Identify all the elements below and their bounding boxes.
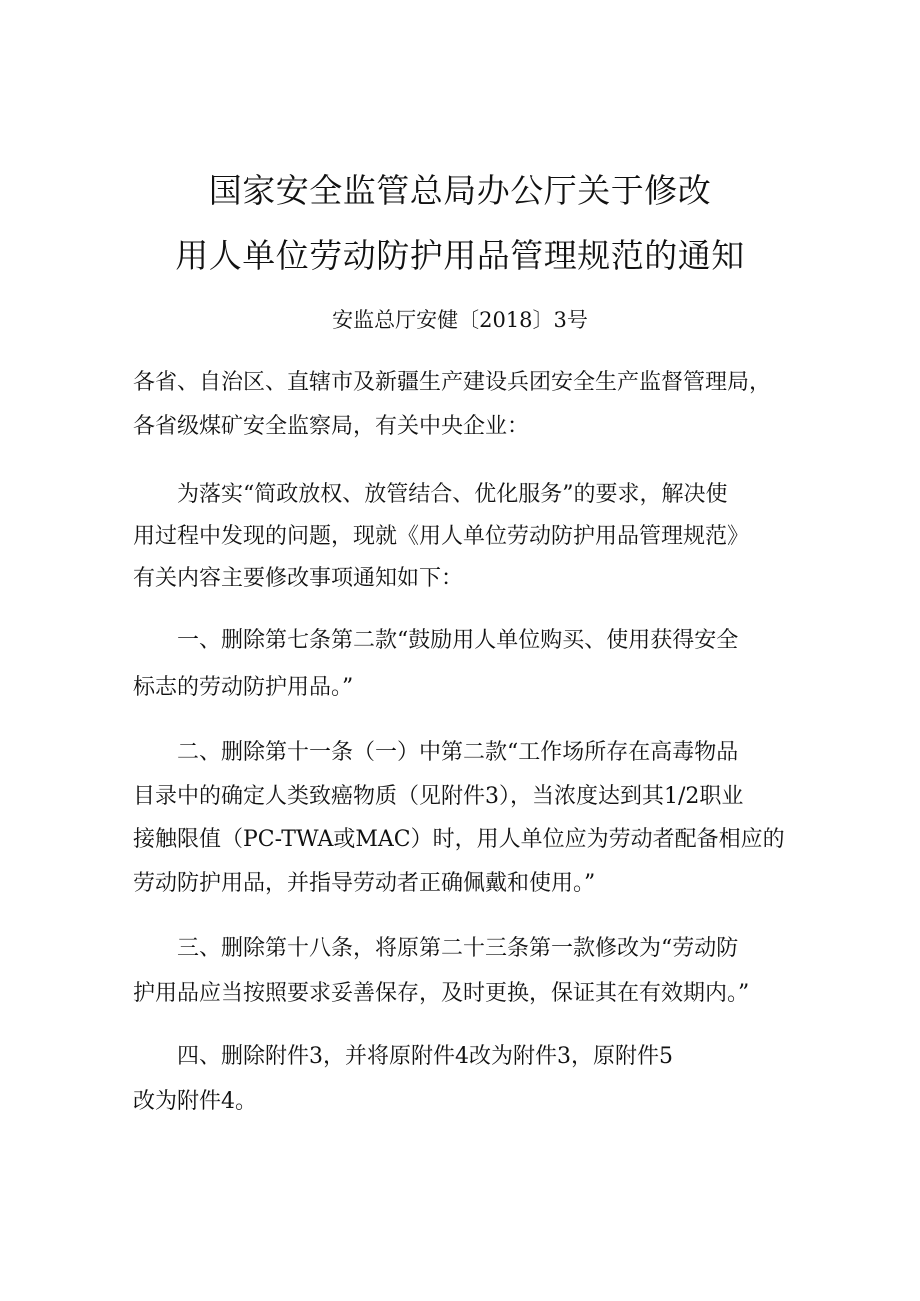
item-4-line-2: 改为附件4。 (133, 1089, 257, 1114)
item-2-line-3: 接触限值（PC-TWA或MAC）时，用人单位应为劳动者配备相应的 (133, 827, 785, 852)
intro-line-1: 为落实“简政放权、放管结合、优化服务”的要求，解决使 (177, 482, 728, 507)
intro-line-2: 用过程中发现的问题，现就《用人单位劳动防护用品管理规范》 (133, 524, 750, 549)
document-number: 安监总厅安健〔2018〕3号 (332, 308, 588, 332)
item-3-line-2: 护用品应当按照要求妥善保存，及时更换，保证其在有效期内。” (133, 981, 750, 1006)
item-2-line-1: 二、删除第十一条（一）中第二款“工作场所存在高毒物品 (177, 740, 739, 765)
item-1-line-1: 一、删除第七条第二款“鼓励用人单位购买、使用获得安全 (177, 628, 739, 653)
item-2-line-2: 目录中的确定人类致癌物质（见附件3），当浓度达到其1/2职业 (133, 784, 744, 809)
addressee-line-2: 各省级煤矿安全监察局，有关中央企业： (133, 414, 530, 439)
item-4-line-1: 四、删除附件3，并将原附件4改为附件3，原附件5 (177, 1044, 673, 1069)
item-1-line-2: 标志的劳动防护用品。” (133, 675, 354, 700)
document-title-line-1: 国家安全监管总局办公厅关于修改 (208, 171, 712, 210)
addressee-line-1: 各省、自治区、直辖市及新疆生产建设兵团安全生产监督管理局， (133, 370, 772, 395)
document-title-line-2: 用人单位劳动防护用品管理规范的通知 (175, 236, 745, 275)
item-2-line-4: 劳动防护用品，并指导劳动者正确佩戴和使用。” (133, 871, 596, 896)
item-3-line-1: 三、删除第十八条，将原第二十三条第一款修改为“劳动防 (177, 936, 739, 961)
intro-line-3: 有关内容主要修改事项通知如下： (133, 566, 464, 591)
